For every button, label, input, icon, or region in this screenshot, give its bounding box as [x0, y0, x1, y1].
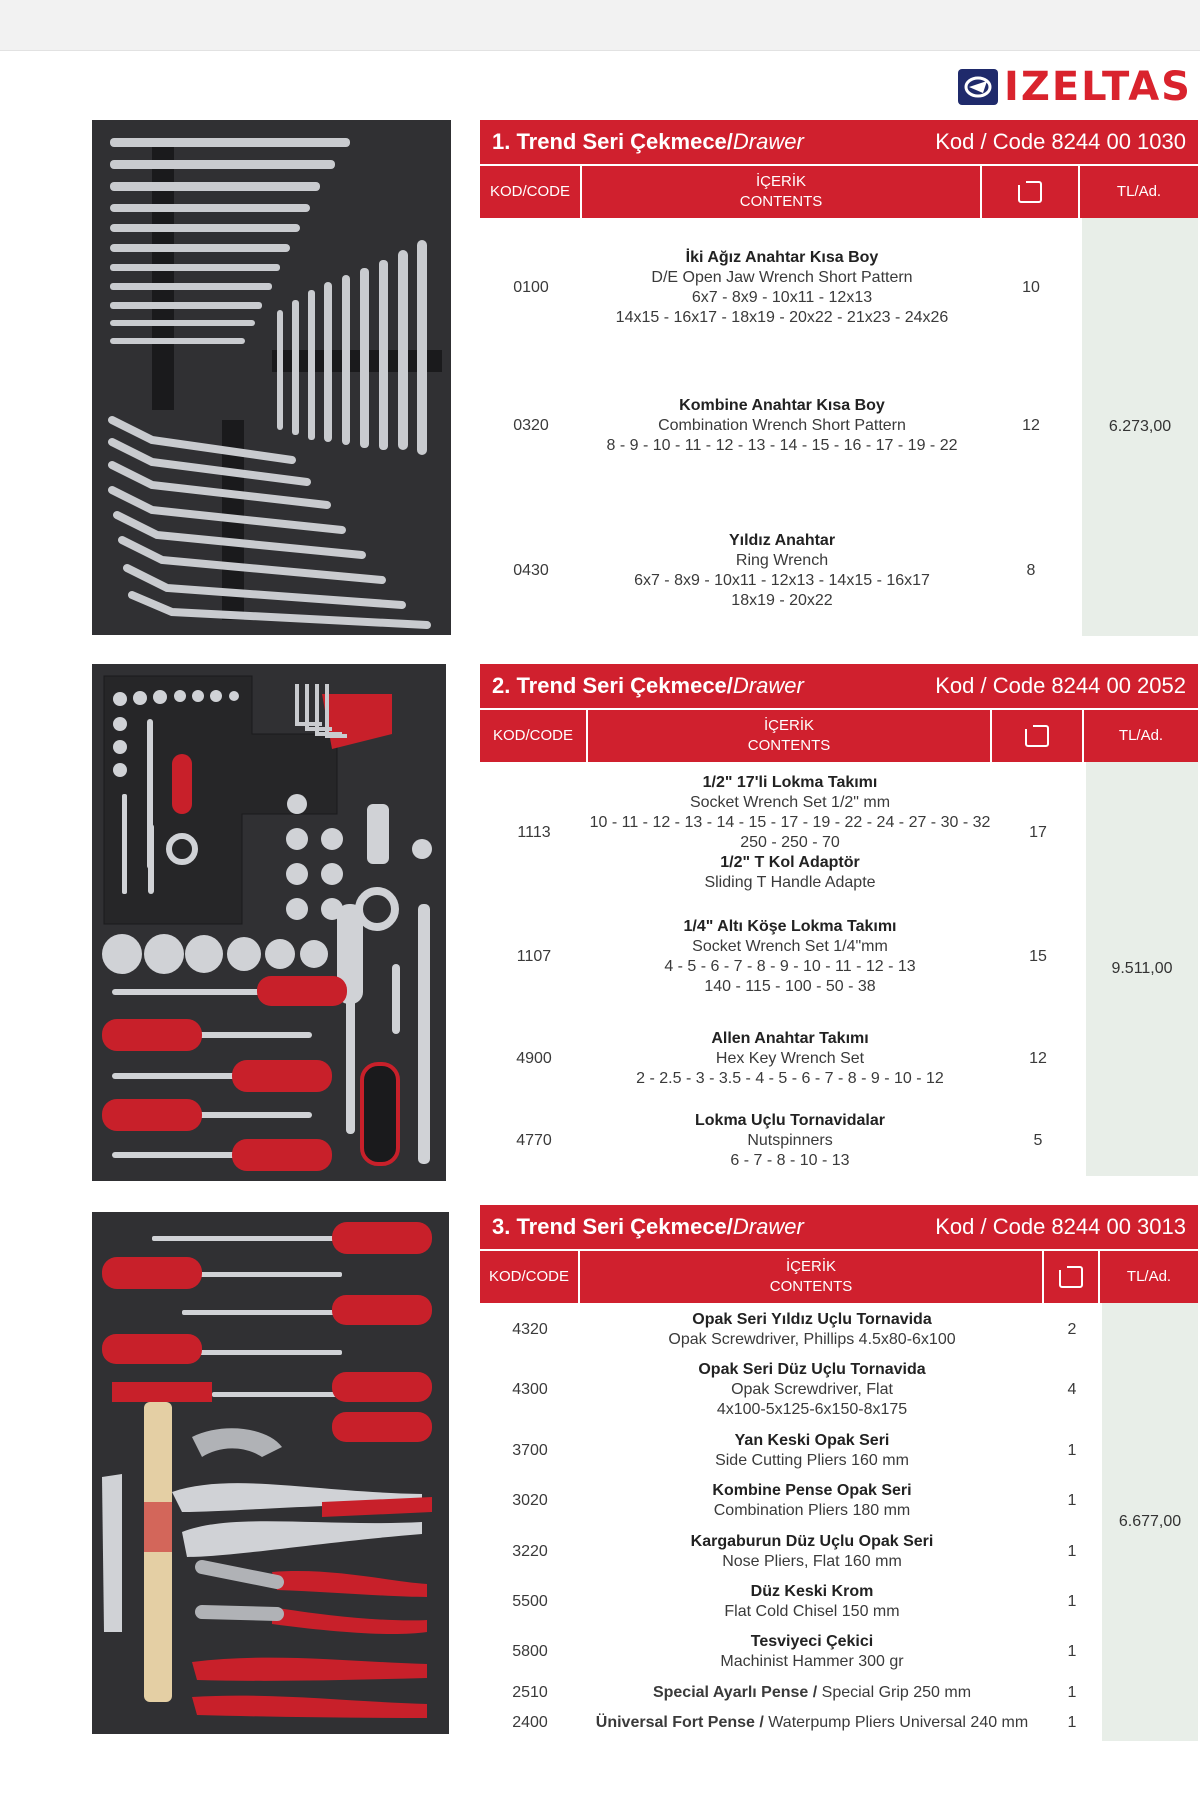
drawer-1-price: 6.273,00 — [1082, 218, 1198, 636]
row-line: Ring Wrench — [735, 552, 829, 569]
row-qty: 8 — [1026, 562, 1036, 579]
row-title: İki Ağız Anahtar Kısa Boy — [685, 249, 879, 266]
drawer-1-code: Kod / Code 8244 00 1030 — [935, 129, 1186, 154]
row-qty: 15 — [1029, 948, 1047, 965]
row-title: Kargaburun Düz Uçlu Opak Seri — [690, 1533, 934, 1550]
table-row — [480, 240, 1080, 336]
row-line: Machinist Hammer 300 gr — [720, 1653, 904, 1670]
row-title: Kombine Anahtar Kısa Boy — [679, 397, 885, 414]
row-description — [588, 1029, 992, 1089]
drawer-3-column-headers — [480, 1249, 1198, 1303]
row-line: Combination Wrench Short Pattern — [658, 417, 906, 434]
row-line: Flat Cold Chisel 150 mm — [724, 1603, 900, 1620]
row-line: Waterpump Pliers Universal 240 mm — [768, 1714, 1029, 1731]
col-code-header: KOD/CODE — [480, 1251, 580, 1303]
drawer-3-photo — [92, 1212, 449, 1734]
table-row — [480, 1531, 1100, 1573]
row-line: 6 - 7 - 8 - 10 - 13 — [730, 1152, 850, 1169]
row-code: 1113 — [517, 824, 551, 841]
quantity-box-icon — [1018, 181, 1042, 203]
col-qty-header — [992, 710, 1084, 762]
drawer-2-column-headers — [480, 708, 1198, 762]
row-line: Sliding T Handle Adapte — [704, 874, 876, 891]
col-contents-header — [580, 1251, 1044, 1303]
table-row — [480, 1480, 1100, 1522]
drawer-2-section — [480, 664, 1198, 1176]
drawer-3-title-italic: Drawer — [732, 1214, 804, 1239]
brand-mark-icon — [958, 69, 998, 105]
col-price-header: TL/Ad. — [1084, 710, 1198, 762]
row-code: 1107 — [516, 948, 552, 965]
drawer-1-column-headers — [480, 164, 1198, 218]
row-title: Lokma Uçlu Tornavidalar — [695, 1112, 885, 1129]
row-line: Side Cutting Pliers 160 mm — [715, 1452, 909, 1469]
row-description — [580, 1431, 1044, 1471]
row-qty: 1 — [1067, 1714, 1077, 1731]
row-title: Tesviyeci Çekici — [750, 1633, 874, 1650]
row-line: Socket Wrench Set 1/4"mm — [692, 938, 888, 955]
col-contents-header — [588, 710, 992, 762]
row-qty: 1 — [1067, 1492, 1077, 1509]
table-row — [480, 1309, 1100, 1351]
drawer-2-photo — [92, 664, 446, 1181]
row-line: 6x7 - 8x9 - 10x11 - 12x13 — [691, 289, 873, 306]
row-line: Combination Pliers 180 mm — [713, 1502, 911, 1519]
row-title: Üniversal Fort Pense / — [595, 1714, 769, 1731]
row-qty: 2 — [1067, 1321, 1077, 1338]
row-line: 14x15 - 16x17 - 18x19 - 20x22 - 21x23 - 24x26 — [615, 309, 949, 326]
row-title: Yan Keski Opak Seri — [734, 1432, 890, 1449]
col-qty-header — [1044, 1251, 1100, 1303]
col-code-header: KOD/CODE — [480, 166, 582, 218]
col-contents-header — [582, 166, 982, 218]
col-contents-en: CONTENTS — [747, 737, 831, 754]
drawer-2-title-italic: Drawer — [732, 673, 804, 698]
drawer-2-rows — [480, 762, 1198, 1176]
row-code: 4320 — [512, 1321, 548, 1338]
drawer-3-rows — [480, 1303, 1198, 1741]
row-line: 6x7 - 8x9 - 10x11 - 12x13 - 14x15 - 16x17 — [634, 572, 930, 589]
col-contents-en: CONTENTS — [769, 1278, 853, 1295]
row-title: Allen Anahtar Takımı — [711, 1030, 869, 1047]
row-title: Yıldız Anahtar — [728, 532, 836, 549]
row-description — [580, 1713, 1044, 1733]
row-line: 250 - 250 - 70 — [740, 834, 840, 851]
row-description — [580, 1632, 1044, 1672]
table-row — [480, 388, 1080, 464]
drawer-1-title-italic: Drawer — [732, 129, 804, 154]
row-code: 3020 — [512, 1492, 548, 1509]
row-title: Düz Keski Krom — [750, 1583, 874, 1600]
row-description — [588, 773, 992, 893]
drawer-2-header — [480, 664, 1198, 708]
row-line: Opak Screwdriver, Flat — [731, 1381, 893, 1398]
row-qty: 12 — [1022, 417, 1040, 434]
quantity-box-icon — [1025, 725, 1049, 747]
col-contents-en: CONTENTS — [739, 193, 823, 210]
row-code: 3220 — [512, 1543, 548, 1560]
table-row — [480, 1028, 1084, 1090]
col-price-header: TL/Ad. — [1080, 166, 1198, 218]
table-row — [480, 1581, 1100, 1623]
table-row — [480, 523, 1080, 619]
row-line: Nutspinners — [747, 1132, 833, 1149]
row-title: Kombine Pense Opak Seri — [712, 1482, 912, 1499]
table-row — [480, 1110, 1084, 1172]
row-line: Hex Key Wrench Set — [715, 1050, 865, 1067]
row-code: 0320 — [513, 417, 549, 434]
drawer-1-section — [480, 120, 1198, 636]
row-qty: 5 — [1033, 1132, 1043, 1149]
drawer-1-header — [480, 120, 1198, 164]
row-description — [580, 1310, 1044, 1350]
row-description — [582, 248, 982, 328]
drawer-3-section — [480, 1205, 1198, 1741]
row-description — [580, 1532, 1044, 1572]
row-line: D/E Open Jaw Wrench Short Pattern — [651, 269, 913, 286]
row-line: Special Grip 250 mm — [821, 1684, 972, 1701]
row-description — [580, 1360, 1044, 1420]
drawer-3-title: 3. Trend Seri Çekmece/ — [492, 1214, 733, 1239]
row-line: Nose Pliers, Flat 160 mm — [722, 1553, 902, 1570]
row-qty: 12 — [1029, 1050, 1047, 1067]
row-title: 1/4" Altı Köşe Lokma Takımı — [683, 918, 897, 935]
row-line: 8 - 9 - 10 - 11 - 12 - 13 - 14 - 15 - 16 - 17 - 19 - 22 — [606, 437, 958, 454]
row-description — [580, 1683, 1044, 1703]
row-line: 2 - 2.5 - 3 - 3.5 - 4 - 5 - 6 - 7 - 8 - 9 - 10 - 12 — [636, 1070, 944, 1087]
row-line: 4 - 5 - 6 - 7 - 8 - 9 - 10 - 11 - 12 - 13 — [664, 958, 916, 975]
col-contents-tr: İÇERİK — [785, 1258, 836, 1275]
row-line: 4x100-5x125-6x150-8x175 — [716, 1401, 908, 1418]
row-title: Opak Seri Düz Uçlu Tornavida — [698, 1361, 926, 1378]
row-code: 4300 — [512, 1381, 548, 1398]
table-row — [480, 1430, 1100, 1472]
row-description — [580, 1582, 1044, 1622]
drawer-2-price: 9.511,00 — [1086, 762, 1198, 1176]
table-row — [480, 1681, 1100, 1705]
row-qty: 1 — [1067, 1442, 1077, 1459]
drawer-3-code: Kod / Code 8244 00 3013 — [935, 1214, 1186, 1239]
row-code: 2510 — [512, 1684, 548, 1701]
row-title: Special Ayarlı Pense / — [652, 1684, 822, 1701]
row-line: 18x19 - 20x22 — [731, 592, 833, 609]
row-qty: 10 — [1022, 279, 1040, 296]
table-row — [480, 916, 1084, 998]
row-qty: 4 — [1067, 1381, 1077, 1398]
row-line: Opak Screwdriver, Phillips 4.5x80-6x100 — [668, 1331, 956, 1348]
row-qty: 17 — [1029, 824, 1047, 841]
col-qty-header — [982, 166, 1080, 218]
row-description — [588, 1111, 992, 1171]
row-code: 5500 — [512, 1593, 548, 1610]
row-title-2: 1/2" T Kol Adaptör — [720, 854, 860, 871]
quantity-box-icon — [1059, 1266, 1083, 1288]
row-qty: 1 — [1067, 1543, 1077, 1560]
row-code: 0100 — [513, 279, 549, 296]
drawer-3-header — [480, 1205, 1198, 1249]
row-code: 5800 — [512, 1643, 548, 1660]
brand-logo — [958, 64, 1192, 110]
drawer-2-code: Kod / Code 8244 00 2052 — [935, 673, 1186, 698]
row-code: 3700 — [512, 1442, 548, 1459]
brand-name: IZELTAS — [1003, 64, 1192, 110]
row-line: 140 - 115 - 100 - 50 - 38 — [704, 978, 876, 995]
row-qty: 1 — [1067, 1643, 1077, 1660]
drawer-1-title: 1. Trend Seri Çekmece/ — [492, 129, 733, 154]
drawer-3-price: 6.677,00 — [1102, 1303, 1198, 1741]
row-code: 4900 — [516, 1050, 552, 1067]
row-qty: 1 — [1067, 1593, 1077, 1610]
row-description — [582, 531, 982, 611]
row-line: 10 - 11 - 12 - 13 - 14 - 15 - 17 - 19 - 22 - 24 - 27 - 30 - 32 — [589, 814, 991, 831]
col-code-header: KOD/CODE — [480, 710, 588, 762]
row-description — [582, 396, 982, 456]
table-row — [480, 1711, 1100, 1735]
row-code: 2400 — [512, 1714, 548, 1731]
row-description — [580, 1481, 1044, 1521]
drawer-2-title: 2. Trend Seri Çekmece/ — [492, 673, 733, 698]
drawer-1-photo — [92, 120, 451, 635]
col-contents-tr: İÇERİK — [763, 717, 814, 734]
table-row — [480, 1359, 1100, 1421]
row-line: Socket Wrench Set 1/2" mm — [689, 794, 891, 811]
drawer-1-rows — [480, 218, 1198, 636]
row-title: Opak Seri Yıldız Uçlu Tornavida — [692, 1311, 932, 1328]
row-code: 4770 — [516, 1132, 552, 1149]
col-contents-tr: İÇERİK — [755, 173, 806, 190]
row-description — [588, 917, 992, 997]
table-row — [480, 772, 1084, 894]
row-title: 1/2" 17'li Lokma Takımı — [702, 774, 878, 791]
col-price-header: TL/Ad. — [1100, 1251, 1198, 1303]
row-code: 0430 — [513, 562, 549, 579]
top-bar — [0, 0, 1200, 51]
table-row — [480, 1631, 1100, 1673]
row-qty: 1 — [1067, 1684, 1077, 1701]
